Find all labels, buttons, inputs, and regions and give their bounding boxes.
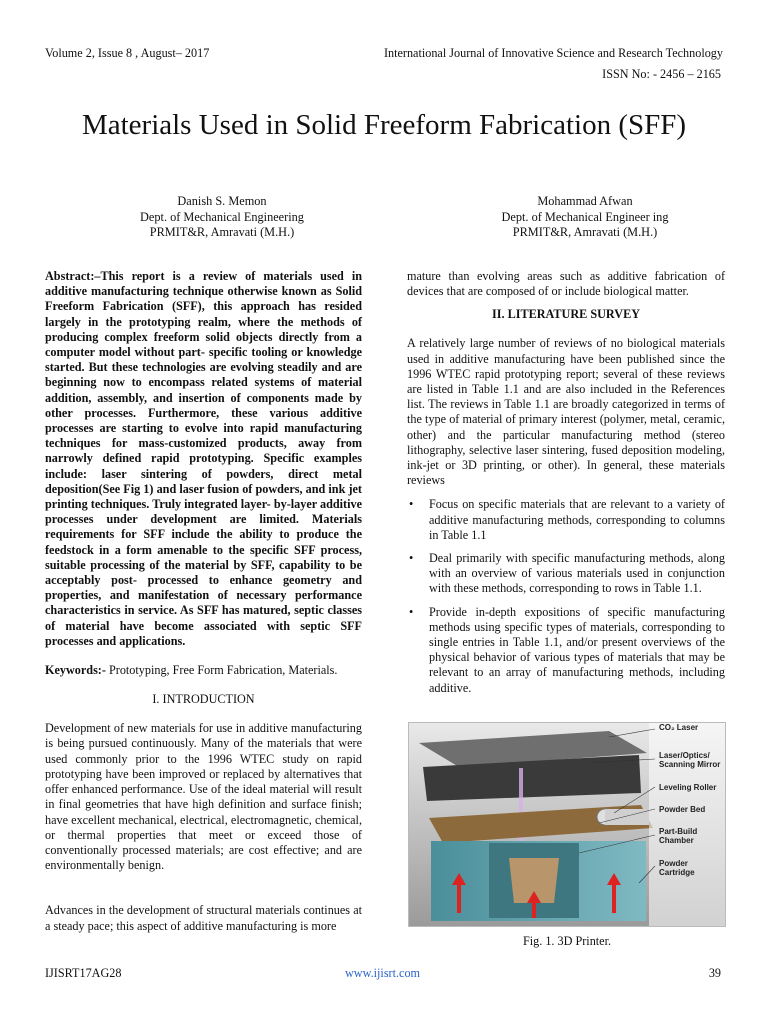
intro-paragraph-2: Advances in the development of structural materials continues at a steady pace; this aspect of additive manufacturing is more: [45, 903, 362, 933]
label-powder-bed: Powder Bed: [659, 805, 706, 814]
keywords-label: Keywords:-: [45, 663, 106, 678]
survey-paragraph: A relatively large number of reviews of no biological materials used in additive manufacturing have been published since the 1996 WTEC rapid prototyping report; several of these reviews are listed in Table 1.1 and are also included in the References list. The reviews in Table 1.1 are broadly categorized in terms of the type of material of primary interest (polymer, metal, ceramic, other) and the particular manufacturing method (stereo lithography, selective laser sintering, fused deposition modeling, ink-jet or 3D printing, or other). In general, these materials reviews: [407, 336, 725, 488]
author-inst: PRMIT&R, Amravati (M.H.): [149, 225, 295, 240]
author-name: Mohammad Afwan: [537, 194, 633, 208]
bullet-icon: •: [409, 497, 414, 512]
author-dept: Dept. of Mechanical Engineering: [140, 209, 304, 224]
right-column: [407, 269, 725, 704]
author-block-1: [107, 194, 337, 241]
abstract: Abstract:–This report is a review of materials used in additive manufacturing technique otherwise known as Solid Freeform Fabrication (SFF), this approach has resided largely in the prototyping realm, where the methods of producing complex freeform solid objects directly from a computer model without part- specific tooling or knowledge started. But these technologies are evolving steadily and are beginning now to encompass related systems of material addition, assembly, and insertion of components made by other processes. Furthermore, these various additive processes are starting to evolve into rapid manufacturing techniques for mass-customized products, away from narrowly defined rapid prototyping. Specific examples include: laser sintering of powders, direct metal deposition(See Fig 1) and laser fusion of powders, and ink jet printing techniques. Truly integrated layer- by-layer additive processes under development are limited. Materials requirements for SFF include the ability to produce the feedstock in a form amenable to the specific SFF process, suitable processing of the material by SFF, capability to be acceptably post- processed to enhance geometry and properties, and manifestation of necessary performance characteristics in service. As SFF has matured, septic classes of material have become associated with septic SFF processes and applications.: [45, 269, 362, 648]
figure-caption: Fig. 1. 3D Printer.: [522, 934, 612, 948]
journal-volume: Volume 2, Issue 8 , August– 2017: [45, 46, 210, 60]
list-item: • Provide in-depth expositions of specific manufacturing methods using specific types of materials, corresponding to single entries in Table 1.1, and/or present overviews of the physical behavior of various types of materials that may be relevant to an array of manufacturing methods, including additive.: [409, 604, 725, 695]
figure-3d-printer: [408, 722, 726, 927]
left-column: [45, 269, 362, 934]
list-item: • Deal primarily with specific manufacturing methods, along with an overview of various materials used in conjunction with these methods, corresponding to rows in Table 1.1.: [409, 551, 725, 596]
page-number: 39: [708, 966, 721, 980]
bullet-icon: •: [409, 604, 414, 619]
bullet-icon: •: [409, 551, 414, 566]
continuation-paragraph: mature than evolving areas such as additive fabrication of devices that are composed of or include biological matter.: [407, 269, 725, 299]
author-inst: PRMIT&R, Amravati (M.H.): [512, 225, 658, 240]
footer-paper-id: IJISRT17AG28: [45, 966, 122, 980]
paper-title: Materials Used in Solid Freeform Fabrication (SFF): [81, 109, 687, 141]
roller-rod: [605, 809, 649, 825]
keywords: [45, 663, 362, 678]
author-block-2: [470, 194, 700, 241]
list-item: • Focus on specific materials that are relevant to a variety of additive manufacturing methods, corresponding to columns in Table 1.1: [409, 497, 725, 542]
journal-name: International Journal of Innovative Science and Research Technology: [383, 46, 723, 60]
author-dept: Dept. of Mechanical Engineer ing: [501, 209, 669, 224]
label-powder-cartridge: Powder Cartridge: [659, 859, 695, 877]
label-scanning-mirror: Laser/Optics/ Scanning Mirror: [659, 751, 721, 769]
label-co2-laser: CO₂ Laser: [659, 723, 699, 732]
issn: ISSN No: - 2456 – 2165: [602, 67, 721, 81]
label-part-build-chamber: Part-Build Chamber: [659, 827, 698, 845]
author-name: Danish S. Memon: [177, 194, 267, 208]
keywords-text: Prototyping, Free Form Fabrication, Materials.: [105, 663, 338, 678]
intro-paragraph-1: Development of new materials for use in additive manufacturing is being pursued continuously. Many of the materials that were used commonly prior to the 1996 WTEC study on rapid prototyping have been improved or replaced by alternatives that offer enhanced performance. Use of the ideal material will result in final geometries that have high definition and surface finish; have excellent mechanical, electrical, electromagnetic, chemical, or thermal properties that meet or exceed those of conventionally processed materials; are cost effective; and are environmentally benign.: [45, 721, 362, 873]
footer-website-link[interactable]: www.ijisrt.com: [345, 966, 421, 980]
section-heading-literature-survey: II. LITERATURE SURVEY: [492, 307, 640, 322]
label-leveling-roller: Leveling Roller: [659, 783, 717, 792]
section-heading-introduction: I. INTRODUCTION: [152, 692, 255, 707]
